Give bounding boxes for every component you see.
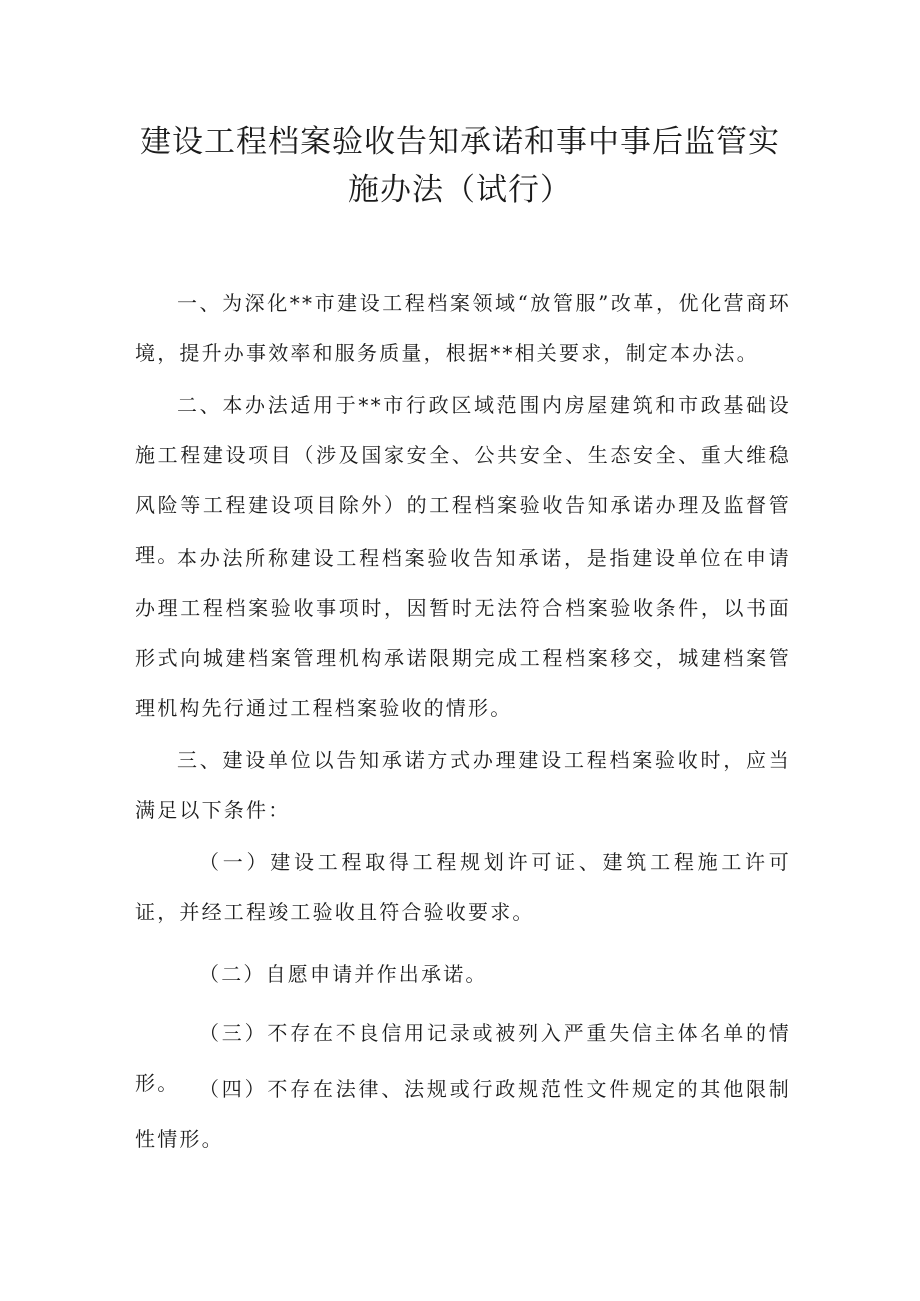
condition-2: （二）自愿申请并作出承诺。 xyxy=(199,962,488,986)
paragraph-3: 本办法所称建设工程档案验收告知承诺，是指建设单位在申请办理工程档案验收事项时，因暂时无法符合档案验收条件，以书面形式向城建档案管理机构承诺限期完成工程档案移交，城建档案管理机构先行通过工程档案验收的情形。 xyxy=(135,546,791,720)
paragraph-4: 三、建设单位以告知承诺方式办理建设工程档案验收时，应当满足以下条件： xyxy=(135,748,791,822)
paragraph-2: 二、本办法适用于**市行政区域范围内房屋建筑和市政基础设施工程建设项目（涉及国家安全、公共安全、生态安全、重大维稳风险等工程建设项目除外）的工程档案验收告知承诺办理及监督管理。 xyxy=(135,393,791,567)
condition-3: （三）不存在不良信用记录或被列入严重失信主体名单的情形。 xyxy=(135,1021,791,1095)
paragraph-1: 一、为深化**市建设工程档案领域“放管服”改革，优化营商环境，提升办事效率和服务质量，根据**相关要求，制定本办法。 xyxy=(135,291,791,365)
condition-1: （一）建设工程取得工程规划许可证、建筑工程施工许可证，并经工程竣工验收且符合验收要求。 xyxy=(135,850,791,924)
condition-4: （四）不存在法律、法规或行政规范性文件规定的其他限制性情形。 xyxy=(135,1077,791,1151)
document-title: 建设工程档案验收告知承诺和事中事后监管实施办法（试行） xyxy=(140,124,780,208)
